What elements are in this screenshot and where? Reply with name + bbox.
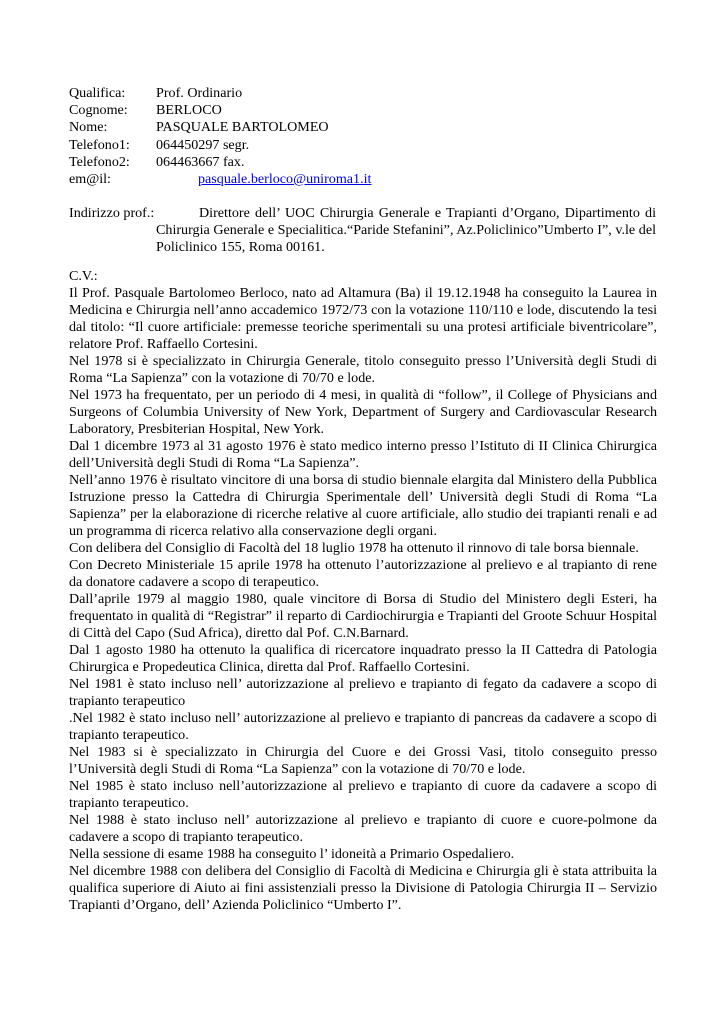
email-row: [69, 171, 669, 188]
qualifica-value: Prof. Ordinario: [156, 85, 243, 101]
cv-paragraph: Con Decreto Ministeriale 15 aprile 1978 ha ottenuto l’autorizzazione al prelievo e al trapianto di rene da donatore cadavere a scopo di terapeutico.: [69, 557, 657, 590]
telefono1-label: Telefono1:: [69, 136, 130, 153]
address-text: Direttore dell’ UOC Chirurgia Generale e Trapianti d’Organo, Dipartimento di Chirurgia Generale e Specialitica.“Paride Stefanini”, Az.Policlinico”Umberto I”, v.le del Policlinico 155, Roma 00161.: [156, 205, 656, 255]
cv-paragraph: Nel 1973 ha frequentato, per un periodo di 4 mesi, in qualità di “follow”, il College of Physicians and Surgeons of Columbia University of New York, Department of Surgery and Cardiovascular Research Laboratory, Presbiterian Hospital, New York.: [69, 387, 657, 437]
cv-paragraph: Nel 1985 è stato incluso nell’autorizzazione al prelievo e trapianto di cuore da cadavere a scopo di trapianto terapeutico.: [69, 778, 657, 811]
address-row: [69, 205, 657, 256]
email-value-wrap: [156, 171, 371, 188]
cv-paragraph: Nel dicembre 1988 con delibera del Consiglio di Facoltà di Medicina e Chirurgia gli è stata attribuita la qualifica superiore di Aiuto ai fini assistenziali presso la Divisione di Patologia Chirurgia II – Servizio Trapianti d’Organo, dell’ Azienda Policlinico “Umberto I”.: [69, 863, 657, 913]
email-label: em@il:: [69, 170, 111, 187]
telefono2-row: [69, 154, 669, 171]
cv-paragraph: Nell’anno 1976 è risultato vincitore di una borsa di studio biennale elargita dal Ministero della Pubblica Istruzione presso la Cattedra di Chirurgia Sperimentale dell’ Università degli Studi di Roma “La Sapienza” per la elaborazione di ricerche relative al cuore artificiale, allo studio dei trapianti renali e ad un programma di ricerca relativo alla conservazione degli organi.: [69, 472, 657, 539]
qualifica-label: Qualifica:: [69, 85, 126, 101]
telefono1-value: 064450297 segr.: [156, 136, 250, 153]
telefono2-value: 064463667 fax.: [156, 153, 245, 170]
nome-row: [69, 119, 669, 136]
cognome-label: Cognome:: [69, 102, 128, 119]
cv-paragraph: Nella sessione di esame 1988 ha conseguito l’ idoneità a Primario Ospedaliero.: [69, 846, 515, 862]
email-link[interactable]: pasquale.berloco@uniroma1.it: [198, 170, 372, 187]
address-label: Indirizzo prof.:: [69, 205, 155, 221]
cv-paragraph: Nel 1983 si è specializzato in Chirurgia del Cuore e dei Grossi Vasi, titolo conseguito presso l’Università degli Studi di Roma “La Sapienza” con la votazione di 70/70 e lode.: [69, 744, 657, 777]
cv-paragraph: Nel 1981 è stato incluso nell’ autorizzazione al prelievo e trapianto di fegato da cadavere a scopo di trapianto terapeutico: [69, 676, 657, 709]
cv-paragraph: .Nel 1982 è stato incluso nell’ autorizzazione al prelievo e trapianto di pancreas da cadavere a scopo di trapianto terapeutico.: [69, 710, 657, 743]
nome-value: PASQUALE BARTOLOMEO: [156, 119, 329, 136]
telefono1-row: [69, 137, 669, 154]
contact-header: [69, 85, 669, 188]
cv-paragraph: Con delibera del Consiglio di Facoltà del 18 luglio 1978 ha ottenuto il rinnovo di tale borsa biennale.: [69, 540, 639, 556]
cognome-row: [69, 102, 669, 119]
cv-paragraph: Dal 1 agosto 1980 ha ottenuto la qualifica di ricercatore inquadrato presso la II Cattedra di Patologia Chirurgica e Propedeutica Clinica, diretta dal Prof. Raffaello Cortesini.: [69, 642, 657, 675]
address-section: [69, 205, 657, 256]
qualifica-row: [69, 85, 669, 102]
cv-paragraph: Dal 1 dicembre 1973 al 31 agosto 1976 è stato medico interno presso l’Istituto di II Clinica Chirurgica dell’Università degli Studi di Roma “La Sapienza”.: [69, 438, 657, 471]
cv-paragraph: Nel 1978 si è specializzato in Chirurgia Generale, titolo conseguito presso l’Università degli Studi di Roma “La Sapienza” con la votazione di 70/70 e lode.: [69, 353, 657, 386]
cv-section: [69, 268, 657, 914]
cv-paragraph: Nel 1988 è stato incluso nell’ autorizzazione al prelievo e trapianto di cuore e cuore-polmone da cadavere a scopo di trapianto terapeutico.: [69, 812, 657, 845]
cv-paragraph: Il Prof. Pasquale Bartolomeo Berloco, nato ad Altamura (Ba) il 19.12.1948 ha conseguito la Laurea in Medicina e Chirurgia nell’anno accademico 1972/73 con la votazione 110/110 e lode, discutendo la tesi dal titolo: “Il cuore artificiale: premesse teoriche sperimentali su una protesi artificiale biventricolare”, relatore Prof. Raffaello Cortesini.: [69, 285, 657, 352]
telefono2-label: Telefono2:: [69, 153, 130, 170]
cv-paragraph: Dall’aprile 1979 al maggio 1980, quale vincitore di Borsa di Studio del Ministero degli Esteri, ha frequentato in qualità di “Registrar” il reparto di Cardiochirurgia e Trapianti del Groote Schuur Hospital di Città del Capo (Sud Africa), diretto dal Pof. C.N.Barnard.: [69, 591, 657, 641]
cv-label: C.V.:: [69, 268, 98, 284]
cognome-value: BERLOCO: [156, 102, 222, 119]
nome-label: Nome:: [69, 119, 108, 136]
